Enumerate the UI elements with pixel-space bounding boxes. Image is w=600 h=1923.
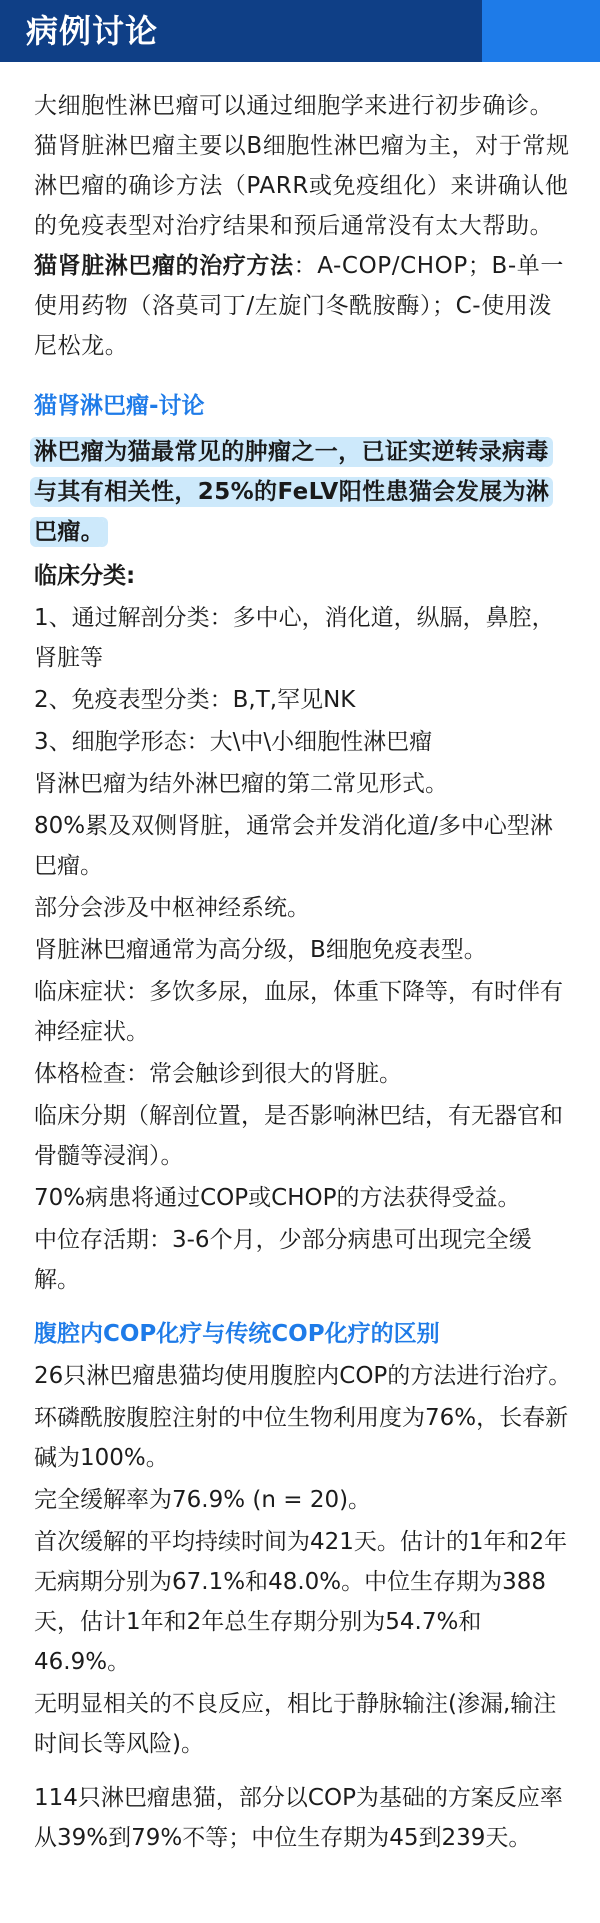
list-item: 肾脏淋巴瘤通常为高分级，B细胞免疫表型。 bbox=[34, 937, 487, 963]
final-paragraph: 114只淋巴瘤患猫，部分以COP为基础的方案反应率从39%到79%不等；中位生存期为45到239天。 bbox=[34, 1785, 563, 1851]
list-item: 肾淋巴瘤为结外淋巴瘤的第二常见形式。 bbox=[34, 771, 448, 797]
list-item: 临床分期（解剖位置，是否影响淋巴结，有无器官和骨髓等浸润）。 bbox=[34, 1103, 563, 1169]
list-item: 70%病患将通过COP或CHOP的方法获得受益。 bbox=[34, 1185, 521, 1211]
list-item: 完全缓解率为76.9% (n = 20)。 bbox=[34, 1487, 372, 1513]
list-item: 3、细胞学形态：大\中\小细胞性淋巴瘤 bbox=[34, 729, 433, 755]
clinical-classification-heading: 临床分类: bbox=[34, 563, 136, 589]
intro-rest: ：A-COP/CHOP；B-单一使用药物（洛莫司丁/左旋门冬酰胺酶）；C-使用泼尼松龙。 bbox=[34, 253, 564, 359]
intro-bold-phrase: 猫肾脏淋巴瘤的治疗方法 bbox=[34, 253, 294, 279]
list-item: 中位存活期：3-6个月，少部分病患可出现完全缓解。 bbox=[34, 1227, 532, 1293]
list-item: 首次缓解的平均持续时间为421天。估计的1年和2年无病期分别为67.1%和48.0%。中位生存期为388天，估计1年和2年总生存期分别为54.7%和46.9%。 bbox=[34, 1529, 568, 1675]
section-title-discussion: 猫肾淋巴瘤-讨论 bbox=[34, 393, 205, 419]
list-item: 临床症状：多饮多尿，血尿，体重下降等，有时伴有神经症状。 bbox=[34, 979, 563, 1045]
list-item: 无明显相关的不良反应，相比于静脉输注(渗漏,输注时间长等风险)。 bbox=[34, 1691, 557, 1757]
list-item: 体格检查：常会触诊到很大的肾脏。 bbox=[34, 1061, 402, 1087]
section-title-cop-comparison: 腹腔内COP化疗与传统COP化疗的区别 bbox=[34, 1321, 440, 1347]
highlighted-paragraph bbox=[34, 432, 572, 552]
list-item: 环磷酰胺腹腔注射的中位生物利用度为76%，长春新碱为100%。 bbox=[34, 1405, 569, 1471]
list-item: 26只淋巴瘤患猫均使用腹腔内COP的方法进行治疗。 bbox=[34, 1363, 572, 1389]
header-title: 病例讨论 bbox=[26, 12, 159, 50]
highlight-text: 淋巴瘤为猫最常见的肿瘤之一，已证实逆转录病毒与其有相关性，25%的FeLV阳性患猫会发展为淋巴瘤。 bbox=[34, 439, 550, 545]
article-content bbox=[34, 86, 572, 1858]
list-item: 80%累及双侧肾脏，通常会并发消化道/多中心型淋巴瘤。 bbox=[34, 813, 553, 879]
list-item: 2、免疫表型分类：B,T,罕见NK bbox=[34, 687, 356, 713]
list-item: 1、通过解剖分类：多中心，消化道，纵膈，鼻腔，肾脏等 bbox=[34, 605, 555, 671]
intro-paragraph bbox=[34, 86, 572, 366]
header-accent-block bbox=[482, 0, 600, 62]
list-item: 部分会涉及中枢神经系统。 bbox=[34, 895, 310, 921]
intro-text: 大细胞性淋巴瘤可以通过细胞学来进行初步确诊。猫肾脏淋巴瘤主要以B细胞性淋巴瘤为主，对于常规淋巴瘤的确诊方法（PARR或免疫组化）来讲确认他的免疫表型对治疗结果和预后通常没有太大帮助。 bbox=[34, 93, 570, 239]
